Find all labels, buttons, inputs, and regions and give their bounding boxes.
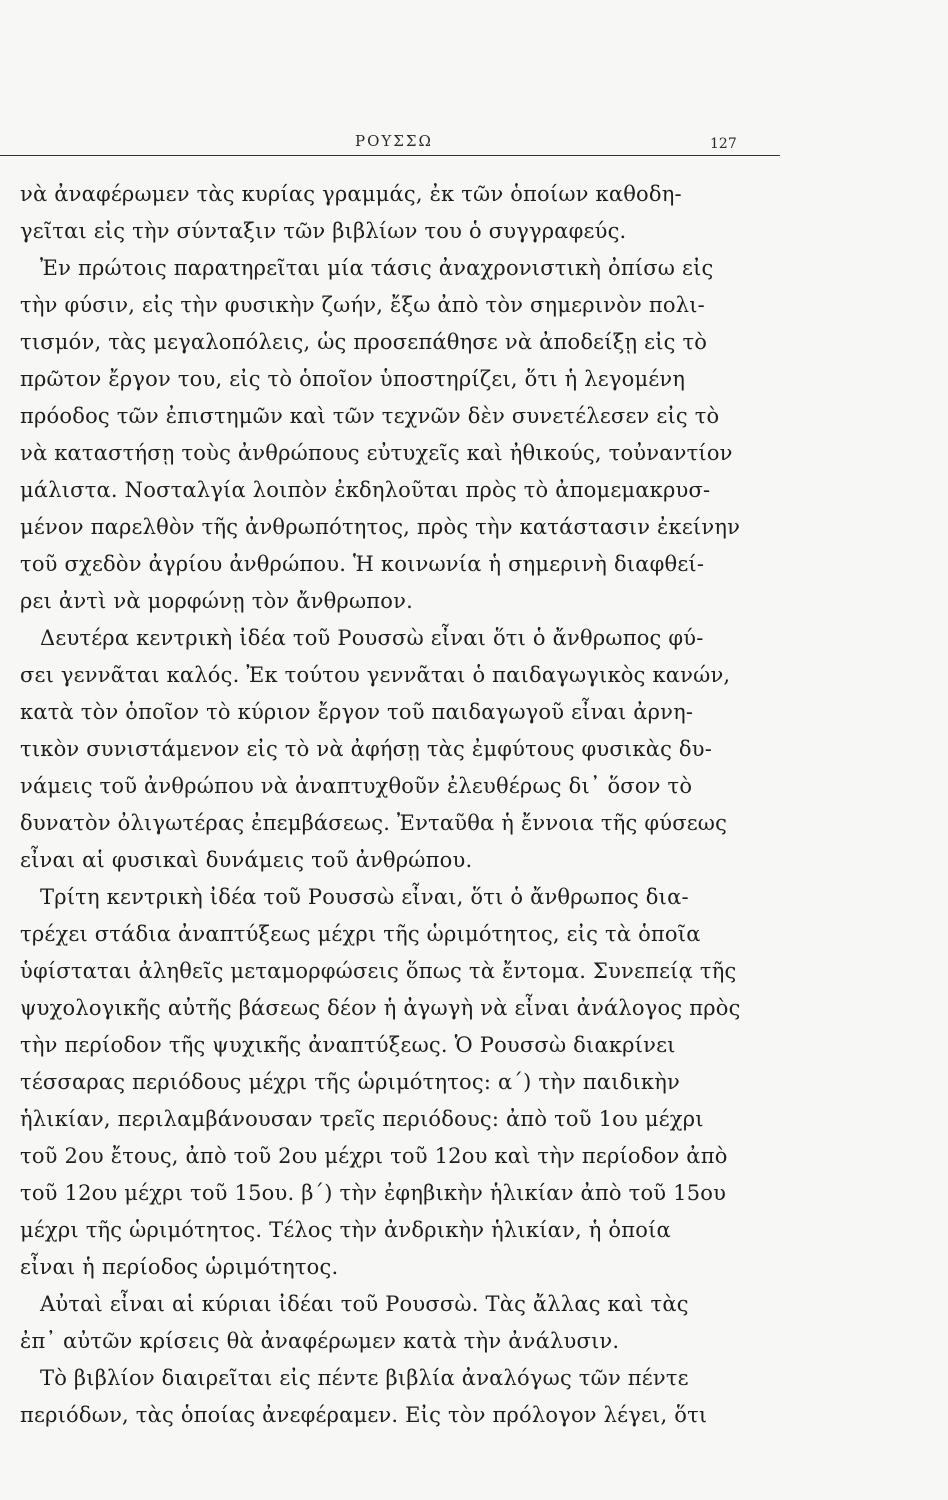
text-line: τοῦ 2ου ἔτους, ἀπὸ τοῦ 2ου μέχρι τοῦ 12ου καὶ τὴν περίοδον ἀπὸ [20, 1144, 728, 1168]
text-line: μέχρι τῆς ὡριμότητος. Τέλος τὴν ἀνδρικὴν ἡλικίαν, ἡ ὁποία [20, 1218, 671, 1242]
text-line: σει γεννᾶται καλός. Ἐκ τούτου γεννᾶται ὁ παιδαγωγικὸς κανών, [20, 663, 731, 687]
page-header [0, 130, 780, 160]
text-line: τισμόν, τὰς μεγαλοπόλεις, ὡς προσεπάθησε νὰ ἀποδείξῃ εἰς τὸ [20, 330, 708, 354]
text-line: ὑφίσταται ἀληθεῖς μεταμορφώσεις ὅπως τὰ ἔντομα. Συνεπείᾳ τῆς [20, 959, 737, 983]
text-line: νὰ καταστήσῃ τοὺς ἀνθρώπους εὐτυχεῖς καὶ ἠθικούς, τοὐναντίον [20, 441, 733, 465]
text-line: πρῶτον ἔργον του, εἰς τὸ ὁποῖον ὑποστηρίζει, ὅτι ἡ λεγομένη [20, 367, 686, 391]
text-line: τοῦ 12ου μέχρι τοῦ 15ου. β΄) τὴν ἐφηβικὴν ἡλικίαν ἀπὸ τοῦ 15ου [20, 1181, 727, 1205]
paragraph-start-line: Ἐν πρώτοις παρατηρεῖται μία τάσις ἀναχρονιστικὴ ὀπίσω εἰς [40, 256, 714, 280]
text-line: εἶναι ἡ περίοδος ὡριμότητος. [20, 1255, 339, 1279]
page-number: 127 [710, 136, 737, 152]
text-line: περιόδων, τὰς ὁποίας ἀνεφέραμεν. Εἰς τὸν πρόλογον λέγει, ὅτι [20, 1403, 708, 1427]
text-line: δυνατὸν ὀλιγωτέρας ἐπεμβάσεως. Ἐνταῦθα ἡ ἔννοια τῆς φύσεως [20, 811, 728, 835]
text-line: εἶναι αἱ φυσικαὶ δυνάμεις τοῦ ἀνθρώπου. [20, 848, 473, 872]
text-line: τέσσαρας περιόδους μέχρι τῆς ὡριμότητος: α΄) τὴν παιδικὴν [20, 1070, 680, 1094]
text-line: ψυχολογικῆς αὐτῆς βάσεως δέον ἡ ἀγωγὴ νὰ εἶναι ἀνάλογος πρὸς [20, 996, 741, 1020]
text-line: μένον παρελθὸν τῆς ἀνθρωπότητος, πρὸς τὴν κατάστασιν ἐκείνην [20, 515, 741, 539]
text-line: τοῦ σχεδὸν ἀγρίου ἀνθρώπου. Ἡ κοινωνία ἡ σημερινὴ διαφθεί- [20, 552, 705, 576]
paragraph-start-line: Τρίτη κεντρικὴ ἰδέα τοῦ Ρουσσὼ εἶναι, ὅτι ὁ ἄνθρωπος δια- [40, 885, 689, 909]
text-line: τικὸν συνιστάμενον εἰς τὸ νὰ ἀφήσῃ τὰς ἐμφύτους φυσικὰς δυ- [20, 737, 713, 761]
paragraph-start-line: Δευτέρα κεντρικὴ ἰδέα τοῦ Ρουσσὼ εἶναι ὅτι ὁ ἄνθρωπος φύ- [40, 626, 704, 650]
text-line: τρέχει στάδια ἀναπτύξεως μέχρι τῆς ὡριμότητος, εἰς τὰ ὁποῖα [20, 922, 701, 946]
text-line: νὰ ἀναφέρωμεν τὰς κυρίας γραμμάς, ἐκ τῶν ὁποίων καθοδη- [20, 182, 682, 206]
text-line: κατὰ τὸν ὁποῖον τὸ κύριον ἔργον τοῦ παιδαγωγοῦ εἶναι ἀρνη- [20, 700, 694, 724]
text-line: μάλιστα. Νοσταλγία λοιπὸν ἐκδηλοῦται πρὸς τὸ ἀπομεμακρυσ- [20, 478, 711, 502]
running-head: ΡΟΥΣΣΩ [355, 132, 433, 150]
paragraph-start-line: Τὸ βιβλίον διαιρεῖται εἰς πέντε βιβλία ἀναλόγως τῶν πέντε [40, 1366, 689, 1390]
header-rule [0, 155, 780, 156]
text-line: γεῖται εἰς τὴν σύνταξιν τῶν βιβλίων του ὁ συγγραφεύς. [20, 219, 627, 243]
text-line: ἐπ᾽ αὐτῶν κρίσεις θὰ ἀναφέρωμεν κατὰ τὴν ἀνάλυσιν. [20, 1329, 620, 1353]
paragraph-start-line: Αὐταὶ εἶναι αἱ κύριαι ἰδέαι τοῦ Ρουσσὼ. Τὰς ἄλλας καὶ τὰς [40, 1292, 689, 1316]
text-line: τὴν περίοδον τῆς ψυχικῆς ἀναπτύξεως. Ὁ Ρουσσὼ διακρίνει [20, 1033, 676, 1057]
text-line: ἡλικίαν, περιλαμβάνουσαν τρεῖς περιόδους: ἀπὸ τοῦ 1ου μέχρι [20, 1107, 704, 1131]
text-line: ρει ἀντὶ νὰ μορφώνῃ τὸν ἄνθρωπον. [20, 589, 413, 613]
text-line: τὴν φύσιν, εἰς τὴν φυσικὴν ζωήν, ἔξω ἀπὸ τὸν σημερινὸν πολι- [20, 293, 705, 317]
text-line: νάμεις τοῦ ἀνθρώπου νὰ ἀναπτυχθοῦν ἐλευθέρως δι᾽ ὅσον τὸ [20, 774, 693, 798]
text-line: πρόοδος τῶν ἐπιστημῶν καὶ τῶν τεχνῶν δὲν συνετέλεσεν εἰς τὸ [20, 404, 720, 428]
